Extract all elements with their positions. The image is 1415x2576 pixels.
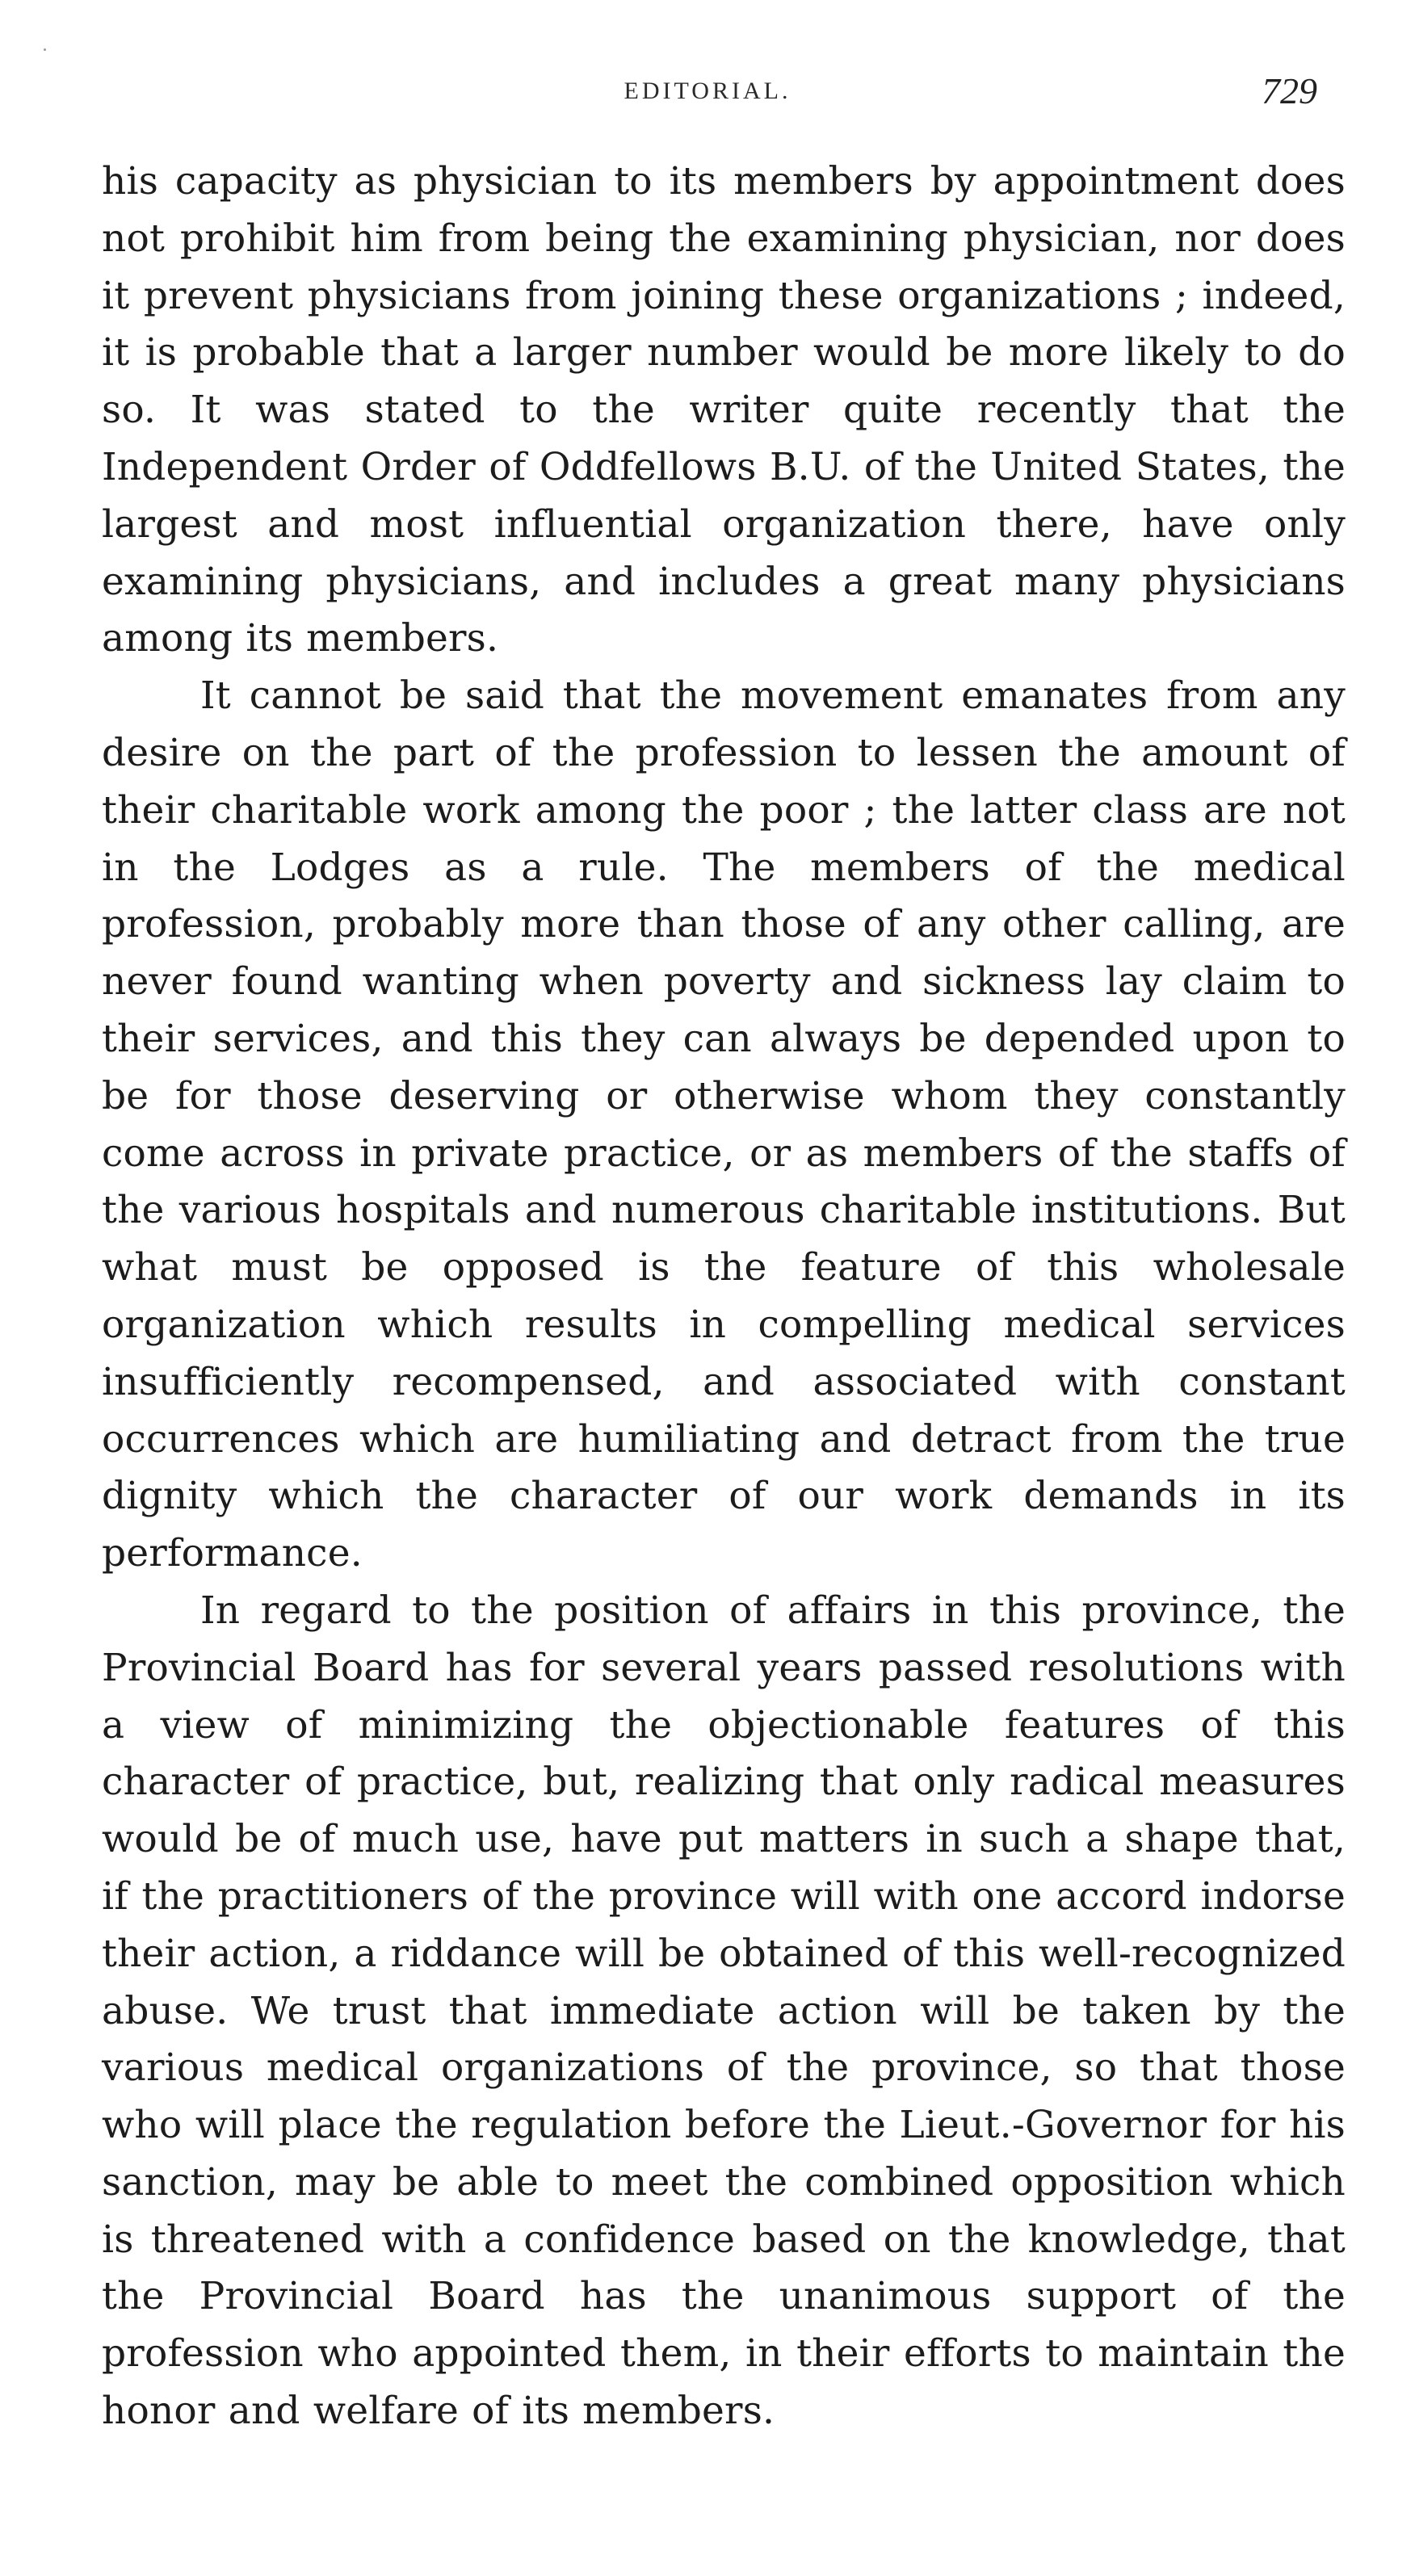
paragraph-continued: his capacity as physician to its members by appointment does not prohibit him from being the examining physician, nor does it prevent physicians from joining these organizations ; indeed, it is probable that a larger number would be more likely to do so. It was stated to the writer quite recently that the Independent Order of Oddfellows B.U. of the United States, the largest and most influential organization there, have only examining physicians, and includes a great many physicians among its members.	[102, 159, 1346, 661]
paragraph-provincial-board: In regard to the position of affairs in this province, the Provincial Board has for several years passed resolutions with a view of minimizing the objectionable features of this character of practice, but, realizing that only radical measures would be of much use, have put matters in such a shape that, if the practitioners of the province will with one accord indorse their action, a riddance will be obtained of this well-recognized abuse. We trust that immediate action will be taken by the various medical organizations of the province, so that those who will place the regulation before the Lieut.-Governor for his sanction, may be able to meet the combined opposition which is threatened with a confidence based on the knowledge, that the Provincial Board has the unanimous support of the profession who appointed them, in their efforts to maintain the honor and welfare of its members.	[102, 1588, 1346, 2434]
page-number: 729	[1262, 70, 1317, 111]
running-head: EDITORIAL.	[624, 78, 791, 104]
paper-speck	[44, 48, 46, 51]
editorial-body	[102, 153, 1346, 2440]
paragraph-charitable-work: It cannot be said that the movement emanates from any desire on the part of the profession to lessen the amount of their charitable work among the poor ; the latter class are not in the Lodges as a rule. The members of the medical profession, probably more than those of any other calling, are never found wanting when poverty and sickness lay claim to their services, and this they can always be depended upon to be for those deserving or otherwise whom they constantly come across in private practice, or as members of the staffs of the various hospitals and numerous charitable institutions. But what must be opposed is the feature of this wholesale organization which results in compelling medical services insufficiently recompensed, and associated with constant occurrences which are humiliating and detract from the true dignity which the character of our work demands in its performance.	[102, 673, 1346, 1576]
